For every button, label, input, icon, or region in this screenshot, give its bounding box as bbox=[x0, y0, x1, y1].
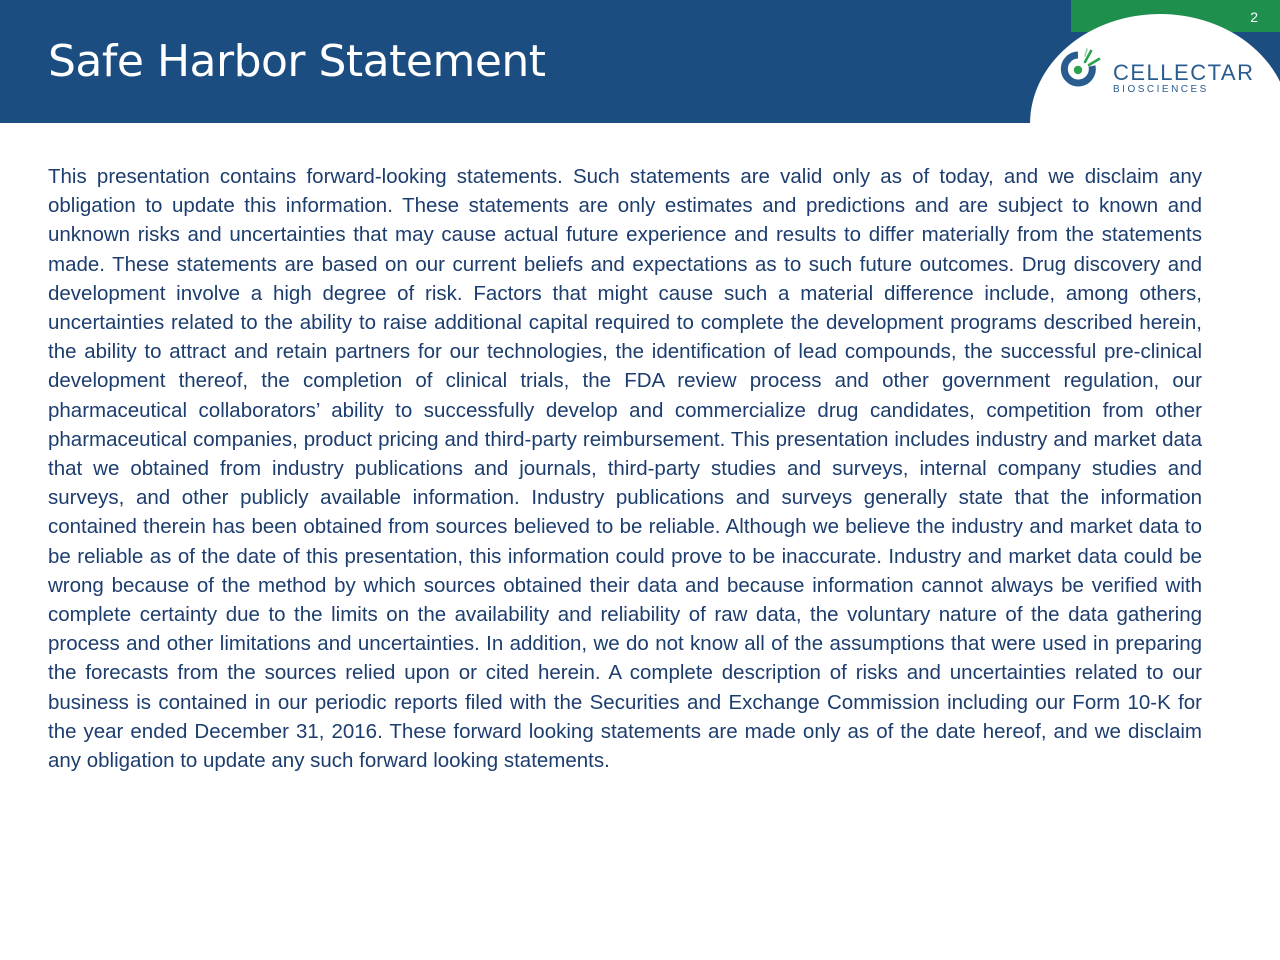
cellectar-logo-icon bbox=[1058, 44, 1108, 94]
logo-wordmark: CELLECTAR bbox=[1113, 60, 1255, 85]
page-title: Safe Harbor Statement bbox=[48, 36, 546, 87]
safe-harbor-paragraph: This presentation contains forward-looking statements. Such statements are valid only as of today, and we disclaim any obligation to update this information. These statements are only estimates and predictions and are subject to known and unknown risks and uncertainties that may cause actual future experience and results to differ materially from the statements made. These statements are based on our current beliefs and expectations as to such future outcomes. Drug discovery and development involve a high degree of risk. Factors that might cause such a material difference include, among others, uncertainties related to the ability to raise additional capital required to complete the development programs described herein, the ability to attract and retain partners for our technologies, the identification of lead compounds, the successful pre-clinical development thereof, the completion of clinical trials, the FDA review process and other government regulation, our pharmaceutical collaborators’ ability to successfully develop and commercialize drug candidates, competition from other pharmaceutical companies, product pricing and third-party reimbursement. This presentation includes industry and market data that we obtained from industry publications and journals, third-party studies and surveys, internal company studies and surveys, and other publicly available information. Industry publications and surveys generally state that the information contained therein has been obtained from sources believed to be reliable. Although we believe the industry and market data to be reliable as of the date of this presentation, this information could prove to be inaccurate. Industry and market data could be wrong because of the method by which sources obtained their data and because information cannot always be verified with complete certainty due to the limits on the availability and reliability of raw data, the voluntary nature of the data gathering process and other limitations and uncertainties. In addition, we do not know all of the assumptions that were used in preparing the forecasts from the sources relied upon or cited herein. A complete description of risks and uncertainties related to our business is contained in our periodic reports filed with the Securities and Exchange Commission including our Form 10-K for the year ended December 31, 2016. These forward looking statements are made only as of the date hereof, and we disclaim any obligation to update any such forward looking statements. bbox=[48, 165, 1202, 773]
logo-tagline: BIOSCIENCES bbox=[1113, 84, 1209, 95]
page-number: 2 bbox=[1250, 9, 1258, 25]
